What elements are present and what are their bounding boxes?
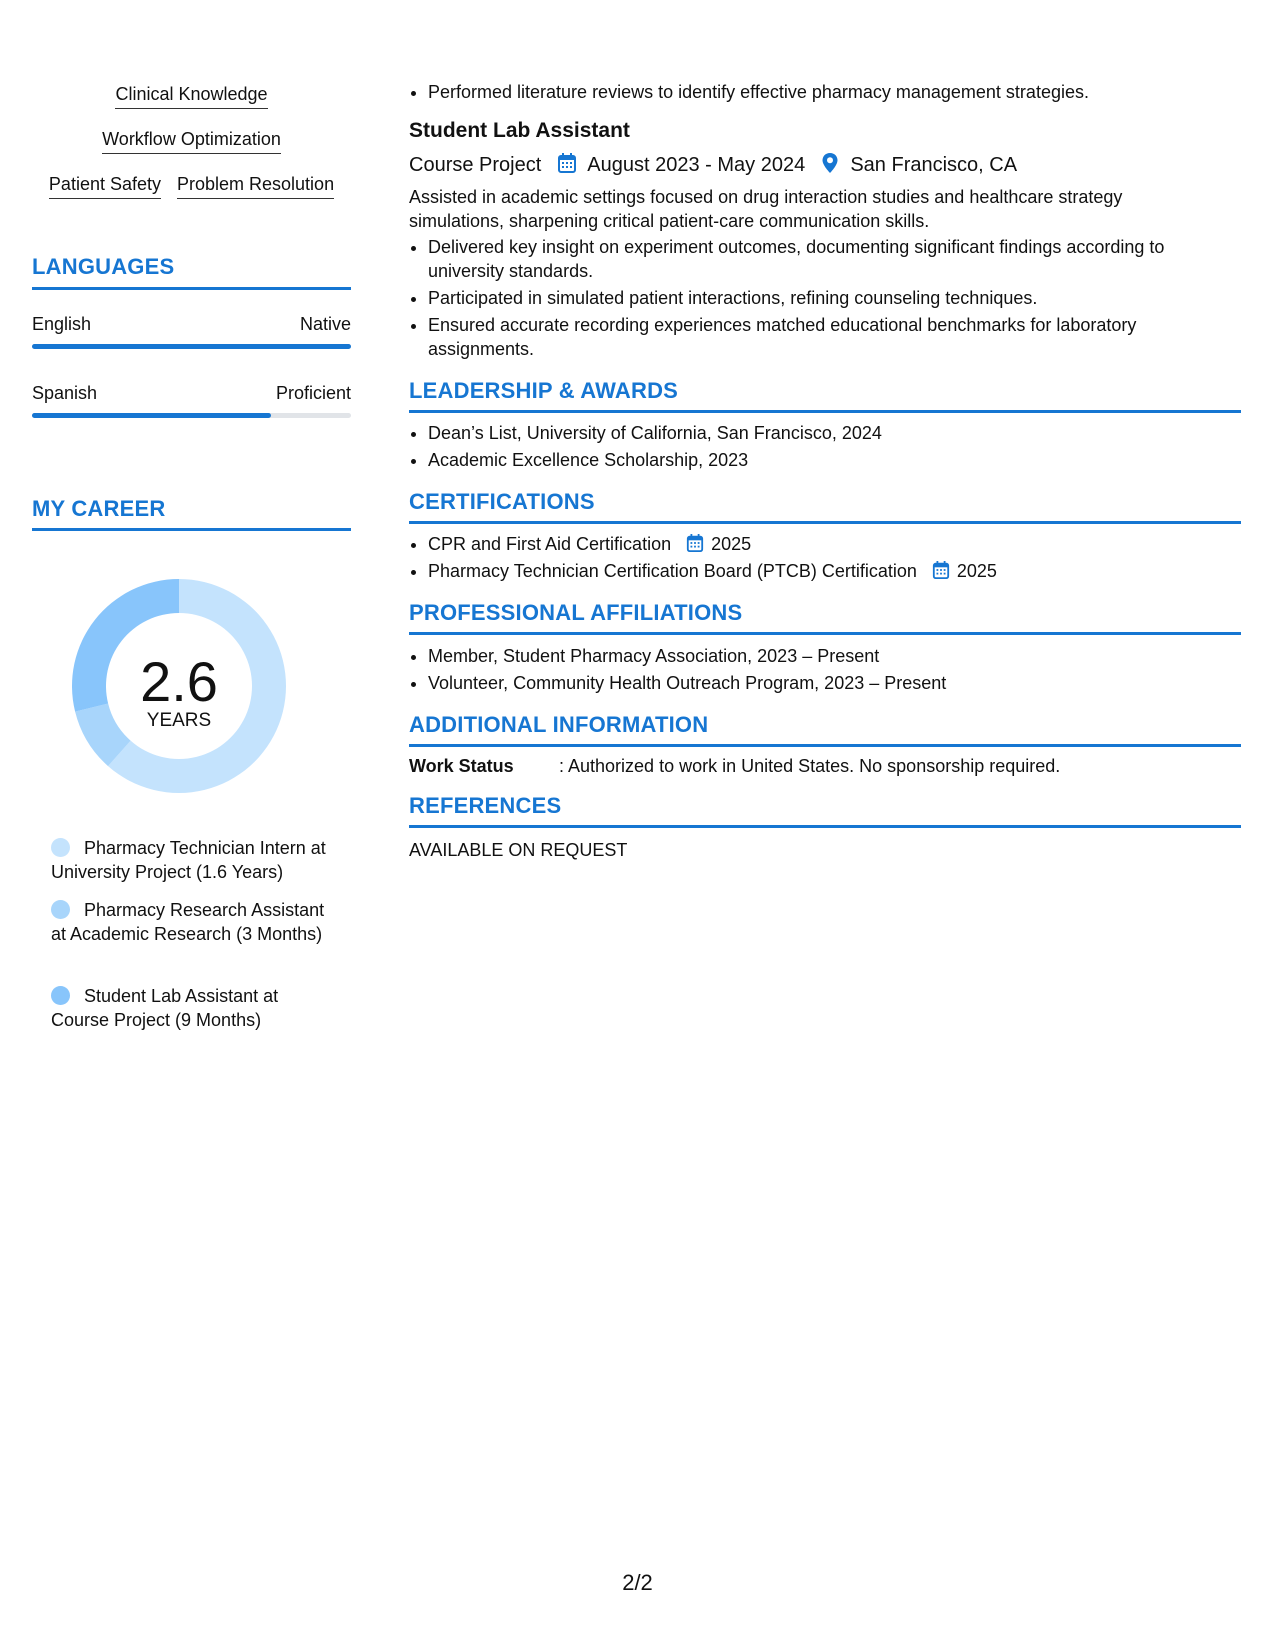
- certification-item: [428, 532, 1238, 556]
- skill-tag: Clinical Knowledge: [115, 84, 267, 109]
- language-level: Proficient: [275, 383, 351, 403]
- career-donut-chart: [66, 573, 292, 799]
- bullet-item: • Delivered key insight on experiment outcomes, documenting significant findings according to university standards.: [428, 235, 1238, 283]
- page-number: 2/2: [622, 1570, 653, 1595]
- language-level: Native: [299, 314, 351, 334]
- calendar-icon: [686, 533, 704, 553]
- award-item: • Dean’s List, University of California, San Francisco, 2024: [428, 421, 1238, 445]
- calendar-icon: [932, 560, 950, 580]
- job-bullets: [409, 235, 1238, 364]
- leadership-list: [409, 421, 1238, 475]
- skills-row-3: [32, 174, 351, 199]
- career-total-value: 2.6: [140, 650, 218, 713]
- language-name: Spanish: [32, 383, 98, 403]
- section-divider: [32, 287, 351, 290]
- bullet-item: • Participated in simulated patient interactions, refining counseling techniques.: [428, 286, 1238, 310]
- map-pin-icon: [821, 152, 839, 174]
- certification-name: CPR and First Aid Certification: [428, 534, 672, 554]
- section-divider: [409, 521, 1241, 524]
- skill-tag: Patient Safety: [49, 174, 161, 199]
- legend-label: Pharmacy Research Assistant at Academic Research (3 Months): [51, 900, 325, 944]
- language-bar-spanish: [32, 413, 351, 418]
- job-title: Student Lab Assistant: [409, 119, 630, 142]
- references-text: AVAILABLE ON REQUEST: [409, 840, 628, 860]
- legend-dot: [51, 900, 70, 919]
- references-heading: REFERENCES: [409, 793, 562, 818]
- job-dates: August 2023 - May 2024: [587, 154, 806, 176]
- language-bar-fill: [32, 413, 271, 418]
- job-meta: [409, 152, 1017, 177]
- career-legend-item: [51, 836, 341, 884]
- job-description: Assisted in academic settings focused on drug interaction studies and healthcare strategy simulations, sharpening critical patient-care communication skills.: [409, 187, 1123, 231]
- previous-job-bullets: [409, 80, 1238, 107]
- section-divider: [409, 410, 1241, 413]
- skill-tag: Workflow Optimization: [102, 129, 281, 154]
- section-divider: [409, 825, 1241, 828]
- section-divider: [32, 528, 351, 531]
- calendar-icon: [557, 152, 577, 174]
- career-legend-item: [51, 984, 341, 1032]
- affiliations-heading: PROFESSIONAL AFFILIATIONS: [409, 600, 743, 625]
- certification-year: 2025: [711, 534, 752, 554]
- certification-name: Pharmacy Technician Certification Board (PTCB) Certification: [428, 561, 917, 581]
- leadership-heading: LEADERSHIP & AWARDS: [409, 378, 679, 403]
- section-divider: [409, 744, 1241, 747]
- legend-label: Student Lab Assistant at Course Project (9 Months): [51, 986, 279, 1030]
- work-status-row: [409, 756, 1060, 777]
- language-bar-english: [32, 344, 351, 349]
- award-item: • Academic Excellence Scholarship, 2023: [428, 448, 1238, 472]
- legend-dot: [51, 986, 70, 1005]
- language-name: English: [32, 314, 92, 334]
- job-company: Course Project: [409, 154, 542, 176]
- affiliations-list: [409, 644, 1238, 698]
- career-total-unit: YEARS: [146, 710, 212, 731]
- legend-label: Pharmacy Technician Intern at University Project (1.6 Years): [51, 838, 326, 882]
- additional-info-heading: ADDITIONAL INFORMATION: [409, 712, 709, 737]
- language-bar-fill: [32, 344, 351, 349]
- affiliation-item: • Member, Student Pharmacy Association, 2023 – Present: [428, 644, 1238, 668]
- skills-row-1: [32, 84, 351, 109]
- legend-dot: [51, 838, 70, 857]
- certification-year: 2025: [956, 561, 997, 581]
- work-status-label: Work Status: [409, 756, 514, 776]
- certifications-list: [409, 532, 1238, 586]
- skills-row-2: [32, 129, 351, 154]
- work-status-value: : Authorized to work in United States. No sponsorship required.: [559, 756, 1061, 776]
- certification-item: [428, 559, 1238, 583]
- career-legend-item: [51, 898, 341, 946]
- career-heading: MY CAREER: [32, 496, 166, 521]
- bullet-item: • Ensured accurate recording experiences matched educational benchmarks for laboratory assignments.: [428, 313, 1238, 361]
- languages-heading: LANGUAGES: [32, 254, 175, 279]
- affiliation-item: • Volunteer, Community Health Outreach Program, 2023 – Present: [428, 671, 1238, 695]
- skill-tag: Problem Resolution: [177, 174, 334, 199]
- job-location: San Francisco, CA: [850, 154, 1018, 176]
- bullet-item: • Performed literature reviews to identify effective pharmacy management strategies.: [428, 80, 1238, 104]
- certifications-heading: CERTIFICATIONS: [409, 489, 595, 514]
- section-divider: [409, 632, 1241, 635]
